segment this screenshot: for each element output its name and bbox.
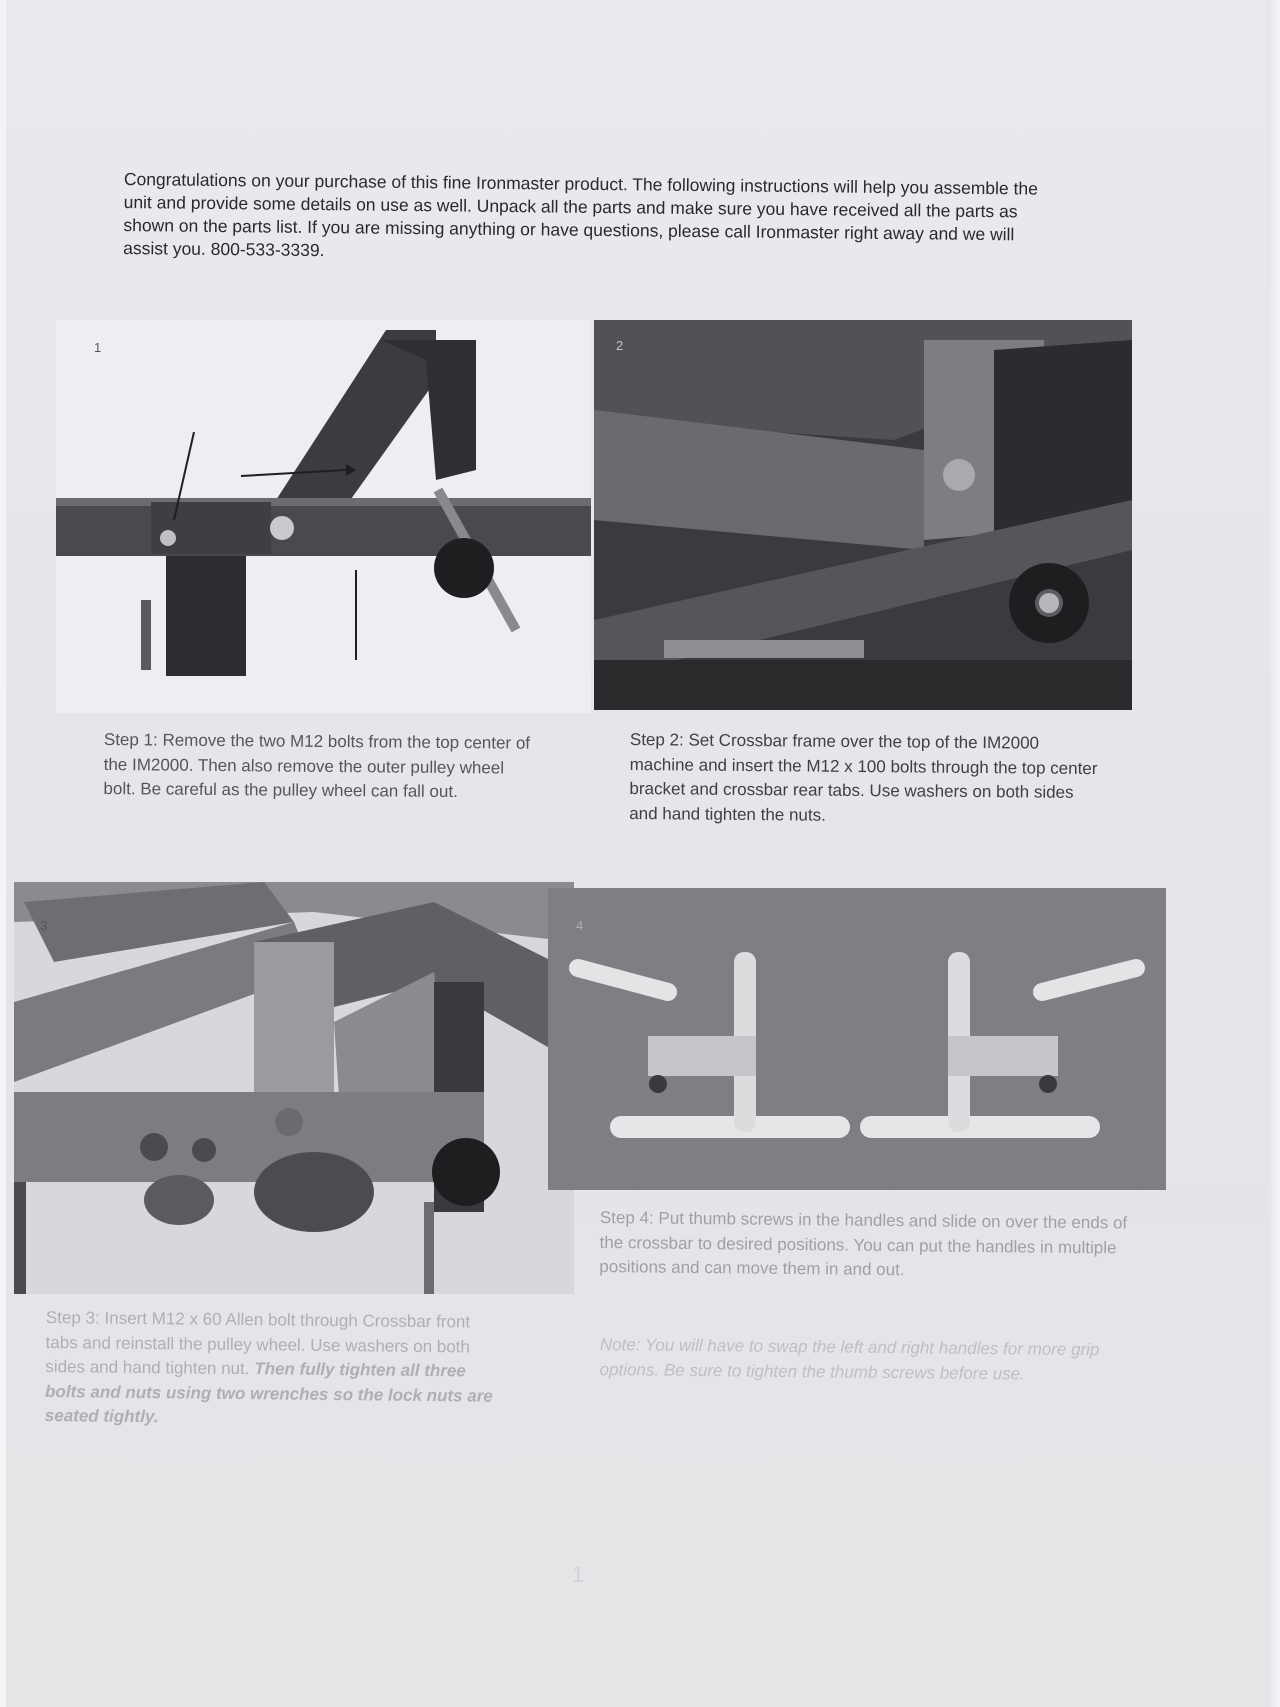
figure-3-photo [14, 882, 574, 1294]
step-4-note: Note: You will have to swap the left and right handles for more grip options. Be sure to tighten the thumb screws before use. [599, 1334, 1100, 1383]
paper-edge-left [0, 0, 6, 1707]
figure-4-number: 4 [576, 918, 584, 933]
step-1-caption: Step 1: Remove the two M12 bolts from the top center of the IM2000. Then also remove the outer pulley wheel bolt. Be careful as the pulley wheel can fall out. [103, 729, 531, 802]
figure-1-number: 1 [94, 340, 102, 355]
figure-4-photo [548, 888, 1166, 1190]
figure-2-number: 2 [616, 338, 624, 353]
figure-3-number: 3 [40, 918, 48, 933]
figure-2-photo [594, 320, 1132, 710]
step-2-caption: Step 2: Set Crossbar frame over the top of the IM2000 machine and insert the M12 x 100 bolts through the top center bracket and crossbar rear tabs. Use washers on both sides and hand tighten the nuts. [629, 729, 1098, 825]
step-4-caption: Step 4: Put thumb screws in the handles and slide on over the ends of the crossbar to desired positions. You can put the handles in multiple positions and can move them in and out. [599, 1207, 1128, 1280]
step-3-caption-emphasis: Then fully tighten all three bolts and nuts using two wrenches so the lock nuts are seated tightly. [44, 1359, 493, 1427]
step-3-caption-text: Step 3: Insert M12 x 60 Allen bolt through Crossbar front tabs and reinstall the pulley wheel. Use washers on both sides and hand tighten nut. [45, 1307, 471, 1379]
paper-edge-right [1266, 0, 1280, 1707]
step-3-caption [45, 1306, 506, 1433]
figure-1-photo [56, 320, 591, 713]
page-number: 1 [572, 1562, 585, 1587]
intro-paragraph: Congratulations on your purchase of this fine Ironmaster product. The following instructions will help you assemble the unit and provide some details on use as well. Unpack all the parts and make sure you have received all the parts as shown on the parts list. If you are missing anything or have questions, please call Ironmaster right away and we will assist you. 800-533-3339. [123, 168, 1039, 261]
